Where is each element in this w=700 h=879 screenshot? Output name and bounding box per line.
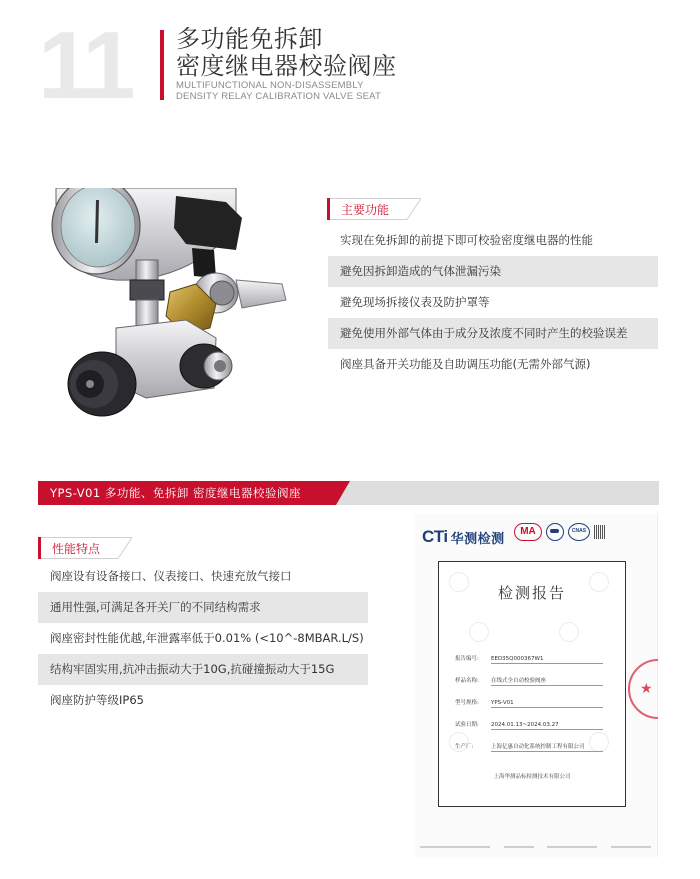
ilac-mark-icon — [546, 523, 564, 541]
report-field-value: 上海亿惠自动化系统控制工程有限公司 — [491, 744, 585, 750]
ma-mark: MA — [514, 523, 542, 541]
certificate-footer — [420, 846, 651, 851]
list-item: 阀座具备开关功能及自助调压功能(无需外部气源) — [340, 357, 591, 371]
main-functions-list — [328, 225, 658, 380]
main-functions-label — [327, 198, 421, 220]
watermark-icon — [469, 622, 489, 642]
page-title — [176, 26, 397, 80]
cti-logo-mark: CTi — [422, 527, 448, 546]
list-item: 避免现场拆接仪表及防护罩等 — [340, 295, 490, 309]
cti-logo — [422, 527, 505, 547]
characteristics-label — [38, 537, 132, 559]
characteristics-list — [38, 561, 368, 716]
page-title-line-1: 多功能免拆卸 — [176, 25, 323, 53]
header-accent-bar — [160, 30, 164, 100]
seal-star-icon: ★ — [640, 681, 653, 697]
list-item: 通用性强,可满足各开关厂的不同结构需求 — [38, 592, 368, 623]
footer-line — [547, 846, 597, 848]
report-field — [455, 654, 543, 662]
report-field-value: 2024.01.13~2024.03.27 — [491, 722, 559, 728]
red-seal-stamp — [628, 659, 658, 721]
watermark-icon — [559, 622, 579, 642]
test-report-certificate — [414, 513, 658, 857]
certification-marks — [514, 523, 606, 541]
report-issuer: 上海华测品标检测技术有限公司 — [493, 774, 571, 780]
footer-line — [611, 846, 651, 848]
characteristics-label-text: 性能特点 — [41, 537, 118, 559]
list-item: 结构牢固实用,抗冲击振动大于10G,抗碰撞振动大于15G — [38, 654, 368, 685]
cti-logo-name: 华测检测 — [450, 531, 505, 547]
list-item: 阀座防护等级IP65 — [50, 693, 144, 707]
report-field-key: 型号规格: — [455, 700, 479, 706]
section-number: 11 — [38, 12, 132, 119]
report-field-value: EED35Q000367W1 — [491, 656, 544, 662]
list-item: 阀座密封性能优越,年泄露率低于0.01% (<10^-8MBAR.L/S) — [50, 631, 364, 645]
report-field — [455, 698, 514, 706]
report-field-key: 生产厂: — [455, 744, 474, 750]
report-field-value: 在线式全自动校验阀座 — [491, 678, 547, 684]
report-field-key: 试验日期: — [455, 722, 479, 728]
footer-line — [504, 846, 534, 848]
qr-code-icon — [594, 525, 606, 539]
report-cover — [438, 561, 626, 807]
page-subtitle-line-1: MULTIFUNCTIONAL NON-DISASSEMBLY — [176, 80, 364, 91]
report-field — [455, 676, 546, 684]
product-model-text: YPS-V01 多功能、免拆卸 密度继电器校验阀座 — [50, 486, 302, 500]
list-item: 实现在免拆卸的前提下即可校验密度继电器的性能 — [340, 233, 593, 247]
label-slash-decoration — [118, 537, 132, 559]
report-field-key: 报告编号: — [455, 656, 479, 662]
page-title-line-2: 密度继电器校验阀座 — [176, 52, 397, 80]
page-subtitle — [176, 81, 381, 102]
report-field — [455, 720, 559, 728]
list-item: 阀座设有设备接口、仪表接口、快速充放气接口 — [50, 569, 292, 583]
report-field-key: 样品名称: — [455, 678, 479, 684]
list-item: 避免使用外部气体由于成分及浓度不同时产生的校验误差 — [328, 318, 658, 349]
page-subtitle-line-2: DENSITY RELAY CALIBRATION VALVE SEAT — [176, 90, 382, 102]
main-functions-label-text: 主要功能 — [330, 198, 407, 220]
report-title: 检测报告 — [497, 584, 566, 602]
cnas-mark: CNAS — [568, 523, 590, 541]
product-model-band — [38, 481, 659, 505]
list-item: 避免因拆卸造成的气体泄漏污染 — [328, 256, 658, 287]
report-field-value: YPS-V01 — [491, 700, 514, 706]
watermark-icon — [589, 732, 609, 752]
footer-line — [420, 846, 490, 848]
label-slash-decoration — [407, 198, 421, 220]
valve-seat-product-image — [46, 188, 306, 428]
report-field — [455, 742, 585, 750]
